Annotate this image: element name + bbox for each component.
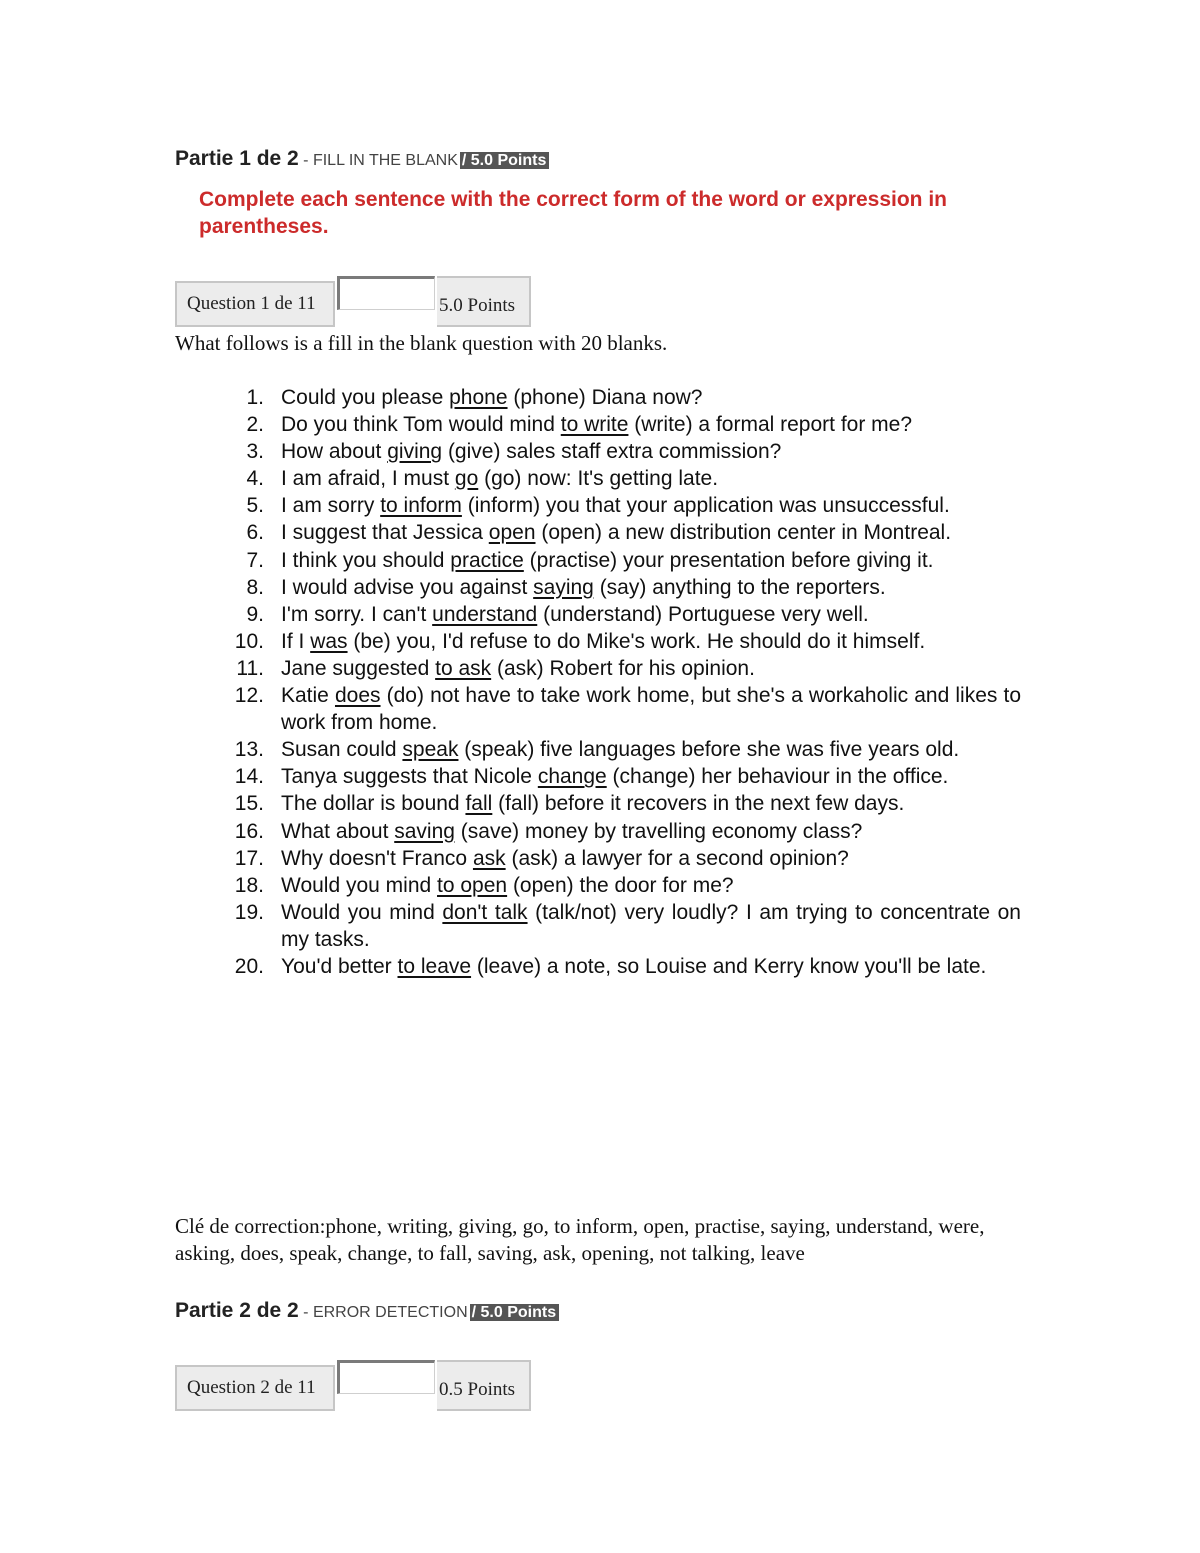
part2-subtitle: - ERROR DETECTION bbox=[298, 1304, 468, 1321]
item-text-before: Katie bbox=[281, 684, 335, 708]
question2-points: 0.5 Points bbox=[437, 1360, 531, 1411]
list-item bbox=[234, 899, 1021, 953]
item-number: 3. bbox=[246, 440, 264, 464]
list-item bbox=[234, 790, 1021, 817]
item-answer: saying bbox=[533, 575, 594, 599]
list-item bbox=[234, 818, 1021, 845]
question1-intro: What follows is a fill in the blank question with 20 blanks. bbox=[175, 331, 668, 355]
item-number: 15. bbox=[234, 792, 264, 816]
item-text-before: I would advise you against bbox=[281, 575, 534, 599]
item-answer: phone bbox=[449, 386, 508, 409]
item-answer: fall bbox=[465, 792, 493, 816]
item-text-before: You'd better bbox=[281, 954, 398, 978]
question2-label: Question 2 de 11 bbox=[175, 1365, 335, 1411]
item-text-after: (fall) before it recovers in the next few days. bbox=[492, 792, 905, 816]
item-text-before: I am sorry bbox=[281, 494, 381, 518]
question1-bar bbox=[175, 276, 535, 328]
item-text-before: If I bbox=[281, 629, 311, 653]
item-text-before: What about bbox=[281, 819, 395, 843]
item-answer: go bbox=[454, 467, 479, 491]
list-item bbox=[234, 736, 1021, 763]
sentence-list bbox=[234, 384, 1021, 980]
list-item bbox=[234, 953, 1021, 980]
item-text-after: (practise) your presentation before giving it. bbox=[523, 548, 934, 572]
list-item bbox=[240, 438, 1021, 465]
part2-title: Partie 2 de 2 bbox=[175, 1299, 299, 1322]
item-text-before: I suggest that Jessica bbox=[281, 521, 489, 545]
list-item bbox=[240, 519, 1021, 546]
item-answer: to inform bbox=[380, 494, 462, 518]
item-answer: was bbox=[310, 629, 348, 653]
item-text-before: Susan could bbox=[281, 738, 403, 762]
answer-key: Clé de correction:phone, writing, giving, go, to inform, open, practise, saying, understand, were, asking, does, speak, change, to fall, saving, ask, opening, not talking, leave bbox=[175, 1214, 985, 1265]
item-answer: practice bbox=[450, 548, 524, 572]
item-text-after: (understand) Portuguese very well. bbox=[537, 602, 869, 626]
item-text-after: (write) a formal report for me? bbox=[628, 413, 913, 437]
item-number: 2. bbox=[246, 413, 264, 437]
item-text-before: Do you think Tom would mind bbox=[281, 413, 561, 437]
item-answer: giving bbox=[387, 440, 443, 464]
item-text-before: Why doesn't Franco bbox=[281, 846, 473, 870]
item-text-after: (open) a new distribution center in Montreal. bbox=[535, 521, 952, 545]
item-number: 4. bbox=[246, 467, 264, 491]
item-text-after: (inform) you that your application was unsuccessful. bbox=[461, 494, 950, 518]
item-text-after: (ask) a lawyer for a second opinion? bbox=[505, 846, 849, 870]
question2-score-input[interactable] bbox=[337, 1360, 435, 1394]
item-answer: understand bbox=[432, 602, 538, 626]
item-text-after: (speak) five languages before she was five years old. bbox=[458, 738, 960, 762]
item-text-before: Would you mind bbox=[281, 873, 438, 897]
item-answer: ask bbox=[472, 846, 506, 870]
item-answer: to open bbox=[437, 873, 508, 897]
list-item bbox=[240, 492, 1021, 519]
item-text-after: (do) not have to take work home, but she's a workaholic and likes to work from home. bbox=[281, 684, 1021, 735]
list-item bbox=[240, 411, 1021, 438]
item-text-before: Would you mind bbox=[281, 900, 443, 924]
item-text-before: I am afraid, I must bbox=[281, 467, 455, 491]
item-answer: saving bbox=[394, 819, 455, 843]
item-answer: don't talk bbox=[442, 900, 528, 924]
item-number: 12. bbox=[234, 684, 264, 708]
list-item bbox=[234, 872, 1021, 899]
list-item bbox=[234, 845, 1021, 872]
item-number: 13. bbox=[234, 738, 264, 762]
item-text-before: I'm sorry. I can't bbox=[281, 602, 433, 626]
item-number: 9. bbox=[246, 602, 264, 626]
item-answer: does bbox=[334, 684, 381, 708]
part2-points-badge: / 5.0 Points bbox=[470, 1304, 559, 1321]
item-number: 1. bbox=[246, 386, 264, 409]
part2-heading bbox=[175, 1299, 559, 1323]
part1-heading bbox=[175, 147, 549, 171]
item-text-after: (change) her behaviour in the office. bbox=[606, 765, 949, 789]
item-number: 8. bbox=[246, 575, 264, 599]
item-text-before: The dollar is bound bbox=[281, 792, 466, 816]
question1-label: Question 1 de 11 bbox=[175, 281, 335, 327]
item-text-after: (talk/not) very loudly? I am trying to concentrate on my tasks. bbox=[281, 900, 1021, 951]
instructions: Complete each sentence with the correct form of the word or expression in parentheses. bbox=[199, 188, 947, 238]
item-number: 6. bbox=[246, 521, 264, 545]
item-text-after: (save) money by travelling economy class? bbox=[454, 819, 863, 843]
item-text-before: How about bbox=[281, 440, 388, 464]
list-item bbox=[234, 682, 1021, 736]
item-answer: to write bbox=[560, 413, 629, 437]
item-text-after: (open) the door for me? bbox=[507, 873, 734, 897]
item-number: 14. bbox=[234, 765, 264, 789]
item-number: 5. bbox=[246, 494, 264, 518]
item-text-after: (phone) Diana now? bbox=[507, 386, 703, 409]
list-item bbox=[236, 655, 1021, 682]
list-item bbox=[240, 574, 1021, 601]
item-number: 16. bbox=[234, 819, 264, 843]
list-item bbox=[234, 628, 1021, 655]
item-text-before: Tanya suggests that Nicole bbox=[281, 765, 538, 789]
part1-points-badge: / 5.0 Points bbox=[460, 152, 549, 169]
item-text-after: (give) sales staff extra commission? bbox=[442, 440, 782, 464]
item-text-after: (say) anything to the reporters. bbox=[593, 575, 886, 599]
question1-points: 5.0 Points bbox=[437, 276, 531, 327]
item-answer: open bbox=[488, 521, 536, 545]
item-number: 10. bbox=[234, 629, 264, 653]
item-text-after: (go) now: It's getting late. bbox=[478, 467, 719, 491]
item-text-before: Jane suggested bbox=[281, 656, 436, 680]
item-text-before: I think you should bbox=[281, 548, 451, 572]
item-text-after: (ask) Robert for his opinion. bbox=[491, 656, 755, 680]
item-answer: to leave bbox=[397, 954, 472, 978]
item-number: 7. bbox=[246, 548, 264, 572]
list-item bbox=[240, 384, 1021, 411]
item-answer: change bbox=[537, 765, 607, 789]
item-text-after: (leave) a note, so Louise and Kerry know you'll be late. bbox=[471, 954, 987, 978]
item-number: 17. bbox=[234, 846, 264, 870]
item-number: 20. bbox=[234, 954, 264, 978]
item-answer: speak bbox=[402, 738, 459, 762]
item-number: 19. bbox=[234, 900, 264, 924]
item-number: 18. bbox=[234, 873, 264, 897]
question2-bar bbox=[175, 1360, 535, 1412]
item-text-after: (be) you, I'd refuse to do Mike's work. He should do it himself. bbox=[347, 629, 926, 653]
question1-score-input[interactable] bbox=[337, 276, 435, 310]
item-number: 11. bbox=[236, 656, 264, 680]
item-answer: to ask bbox=[435, 656, 492, 680]
part1-subtitle: - FILL IN THE BLANK bbox=[298, 152, 458, 169]
list-item bbox=[234, 763, 1021, 790]
item-text-before: Could you please bbox=[281, 386, 450, 409]
list-item bbox=[240, 465, 1021, 492]
list-item bbox=[240, 547, 1021, 574]
list-item bbox=[240, 601, 1021, 628]
part1-title: Partie 1 de 2 bbox=[175, 147, 299, 170]
